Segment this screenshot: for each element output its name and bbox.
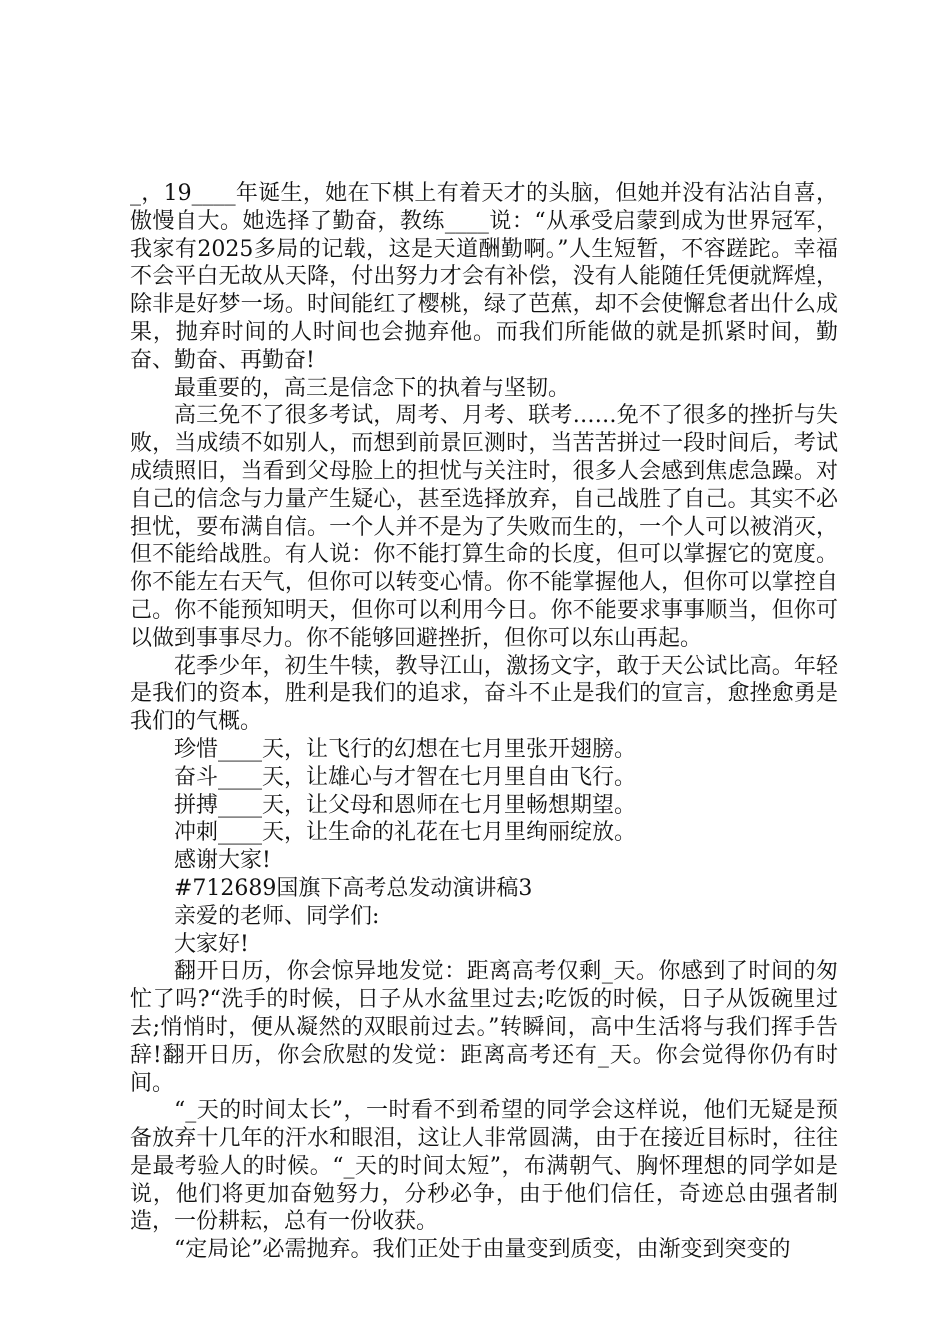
section-heading: #712689国旗下高考总发动演讲稿3 xyxy=(174,875,533,901)
paragraph-8: 冲刺____天，让生命的礼花在七月里绚丽绽放。 xyxy=(174,820,637,846)
paragraph-1: _，19____年诞生，她在下棋上有着天才的头脑，但她并没有沾沾自喜，傲慢自大。她选择了勤奋，教练____说：“从承受启蒙到成为世界冠军，我家有2025多局的记载，这是天道酬勤啊。”人生短暂，不容蹉跎。幸福不会平白无故从天降，付出努力才会有补偿，没有人能随任凭便就辉煌，除非是好梦一场。时间能红了樱桃，绿了芭蕉，却不会使懈怠者出什么成果，抛弃时间的人时间也会抛弃他。而我们所能做的就是抓紧时间，勤奋、勤奋、再勤奋! xyxy=(130,181,838,373)
salutation: 亲爱的老师、同学们: xyxy=(174,903,380,929)
paragraph-3: 高三免不了很多考试，周考、月考、联考……免不了很多的挫折与失败，当成绩不如别人，而想到前景叵测时，当苦苦拼过一段时间后，考试成绩照旧，当看到父母脸上的担忧与关注时，很多人会感到焦虑急躁。对自己的信念与力量产生疑心，甚至选择放弃，自己战胜了自己。其实不必担忧，要布满自信。一个人并不是为了失败而生的，一个人可以被消灭，但不能给战胜。有人说：你不能打算生命的长度，但可以掌握它的宽度。你不能左右天气，但你可以转变心情。你不能掌握他人，但你可以掌控自己。你不能预知明天，但你可以利用今日。你不能要求事事顺当，但你可以做到事事尽力。你不能够回避挫折，但你可以东山再起。 xyxy=(130,403,838,651)
paragraph-6: 奋斗____天，让雄心与才智在七月里自由飞行。 xyxy=(174,764,637,790)
paragraph-13: 翻开日历，你会惊异地发觉：距离高考仅剩_天。你感到了时间的匆忙了吗?“洗手的时候，日子从水盆里过去;吃饭的时候，日子从饭碗里过去;悄悄时，便从凝然的双眼前过去。”转瞬间，高中生活将与我们挥手告辞!翻开日历，你会欣慰的发觉：距离高考还有_天。你会觉得你仍有时间。 xyxy=(130,959,838,1096)
paragraph-2: 最重要的，高三是信念下的执着与坚韧。 xyxy=(174,375,571,401)
paragraph-4: 花季少年，初生牛犊，教导江山，激扬文字，敢于天公试比高。年轻是我们的资本，胜利是我们的追求，奋斗不止是我们的宣言，愈挫愈勇是我们的气概。 xyxy=(130,653,838,735)
paragraph-15: “定局论”必需抛弃。我们正处于由量变到质变，由渐变到突变的 xyxy=(174,1237,791,1263)
paragraph-9: 感谢大家! xyxy=(174,848,271,874)
greeting: 大家好! xyxy=(174,931,249,957)
paragraph-14: “_天的时间太长”，一时看不到希望的同学会这样说，他们无疑是预备放弃十几年的汗水和眼泪，这让人非常圆满，由于在接近目标时，往往是最考验人的时候。“_天的时间太短”，布满朝气、胸怀理想的同学如是说，他们将更加奋勉努力，分秒必争，由于他们信任，奇迹总由强者制造，一份耕耘，总有一份收获。 xyxy=(130,1098,838,1235)
paragraph-7: 拼搏____天，让父母和恩师在七月里畅想期望。 xyxy=(174,792,637,818)
document-body xyxy=(130,180,838,1264)
paragraph-5: 珍惜____天，让飞行的幻想在七月里张开翅膀。 xyxy=(174,736,637,762)
